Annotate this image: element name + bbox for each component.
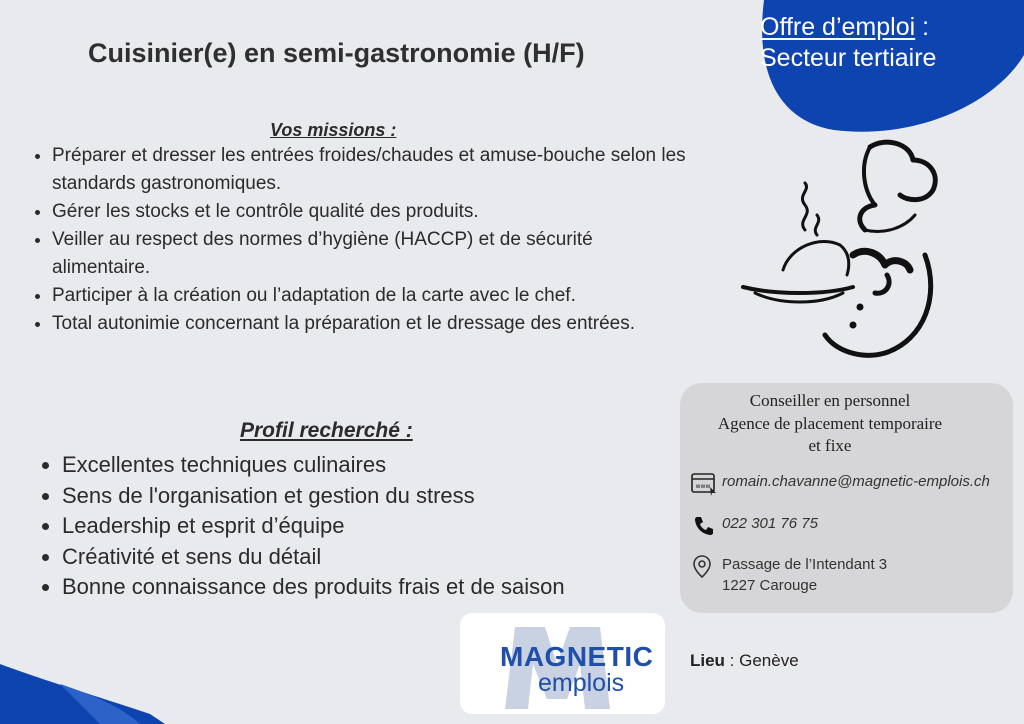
job-title: Cuisinier(e) en semi-gastronomie (H/F) [88,38,585,68]
profile-item: • Créativité et sens du détail [62,542,662,573]
contact-phone-row [690,513,818,539]
location-separator: : [724,651,740,670]
contact-address-line: 1227 Carouge [722,577,818,594]
offer-sector: Secteur tertiaire [760,44,937,72]
bottom-left-blue-shape [0,654,180,724]
mission-item: • Total autonimie concernant la préparation et le dressage des entrées. [52,310,692,338]
contact-panel [680,383,1013,613]
contact-role-line: Agence de placement temporaire [717,413,943,433]
chef-illustration [735,135,965,365]
logo-sub: emplois [538,669,625,697]
profile-item: • Bonne connaissance des produits frais et de saison [62,572,662,603]
job-location [690,651,799,671]
contact-address-line: Passage de l’Intendant 3 [722,556,888,573]
missions-list [30,142,692,338]
mission-item: • Veiller au respect des normes d’hygiène (HACCP) et de sécurité alimentaire. [52,226,692,282]
profile-heading: Profil recherché : [240,419,413,442]
location-pin-icon [690,554,718,580]
web-icon [690,471,718,497]
offer-banner [760,12,936,74]
profile-item: • Leadership et esprit d’équipe [62,511,662,542]
contact-role [680,390,980,458]
offer-colon: : [915,13,930,41]
logo-brand: MAGNETIC [500,641,654,672]
magnetic-emplois-logo [460,613,665,714]
phone-icon [690,513,718,539]
mission-item: • Participer à la création ou l’adaptation de la carte avec le chef. [52,282,692,310]
contact-role-line: et fixe [808,436,852,455]
svg-text:www: www [695,483,711,490]
profile-item: • Excellentes techniques culinaires [62,450,662,481]
contact-role-line: Conseiller en personnel [749,391,911,410]
mission-item: • Gérer les stocks et le contrôle qualité des produits. [52,198,692,226]
contact-email-link[interactable]: romain.chavanne@magnetic-emplois.ch [722,473,990,490]
contact-address-row [690,554,887,596]
missions-heading: Vos missions : [270,120,397,140]
location-value: Genève [739,651,799,670]
contact-email-row [690,471,990,497]
mission-item: • Préparer et dresser les entrées froides/chaudes et amuse-bouche selon les standards gastronomiques. [52,142,692,198]
location-label: Lieu [690,651,725,670]
offer-title: Offre d’emploi [760,13,916,41]
profile-item: • Sens de l'organisation et gestion du stress [62,481,662,512]
contact-phone: 022 301 76 75 [722,515,818,532]
profile-list [38,450,662,603]
